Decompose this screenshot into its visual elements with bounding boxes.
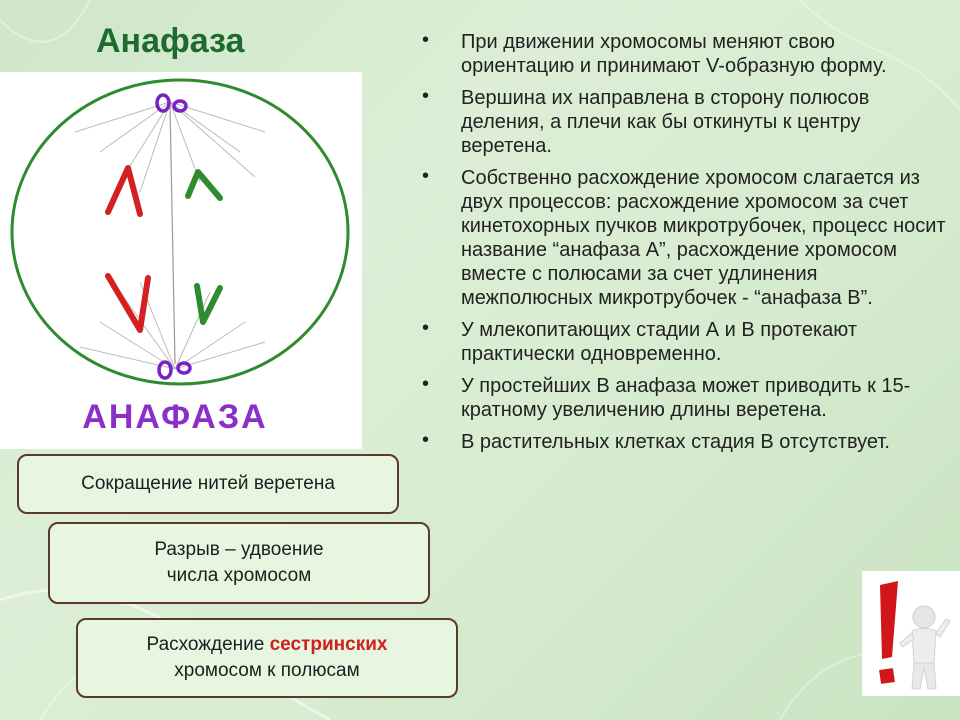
cell-outline bbox=[12, 80, 348, 384]
chromosome-green-bottom bbox=[197, 286, 220, 322]
diagram-caption: АНАФАЗА bbox=[82, 398, 268, 436]
bullet-dot-icon: • bbox=[422, 29, 430, 51]
bullet-list bbox=[422, 30, 952, 462]
box-separation-highlight: сестринских bbox=[269, 634, 388, 656]
box-sister-chromatid-separation bbox=[76, 618, 458, 698]
box-spindle-contraction bbox=[17, 454, 399, 514]
bullet-item: • У млекопитающих стадии А и В протекают практически одновременно. bbox=[422, 317, 858, 365]
bullet-dot-icon: • bbox=[422, 165, 430, 187]
slide-title: Анафаза bbox=[96, 22, 245, 60]
exclamation-figure-image bbox=[862, 571, 960, 696]
box-chromosome-doubling bbox=[48, 522, 430, 604]
chromosome-red-top bbox=[108, 168, 140, 214]
box-separation-line2: хромосом к полюсам bbox=[174, 660, 360, 681]
bullet-item: • У простейших В анафаза может приводить к 15-кратному увеличению длины веретена. bbox=[422, 373, 911, 421]
box-spindle-contraction-text: Сокращение нитей веретена bbox=[81, 473, 335, 495]
exclamation-person-icon bbox=[862, 571, 960, 696]
bullet-item: • В растительных клетках стадия В отсутствует. bbox=[422, 429, 890, 453]
anaphase-diagram bbox=[0, 72, 362, 449]
spindle-axis bbox=[170, 106, 175, 364]
bullet-item: • Собственно расхождение хромосом слагается из двух процессов: расхождение хромосом за счет кинетохорных пучков микротрубочек, процесс носит название “анафаза А”, расхождение хромосом вместе с полюсами за счет удлинения межполюсных микротрубочек - “анафаза В”. bbox=[422, 165, 946, 309]
bullet-dot-icon: • bbox=[422, 85, 430, 107]
box-separation-line1 bbox=[147, 632, 388, 658]
chromosome-green-top bbox=[188, 172, 220, 198]
box-separation-prefix: Расхождение bbox=[146, 634, 270, 656]
box-chromosome-doubling-line1: Разрыв – удвоение bbox=[154, 539, 324, 561]
bullet-dot-icon: • bbox=[422, 429, 430, 451]
bullet-item: • При движении хромосомы меняют свою ориентацию и принимают V-образную форму. bbox=[422, 29, 887, 77]
bullet-item: • Вершина их направлена в сторону полюсов деления, а плечи как бы откинуты к центру веретена. bbox=[422, 85, 870, 157]
pole-bottom-icon bbox=[159, 362, 190, 378]
box-chromosome-doubling-line2: числа хромосом bbox=[166, 565, 312, 586]
bullet-dot-icon: • bbox=[422, 317, 430, 339]
cell-illustration bbox=[0, 72, 362, 449]
bullet-dot-icon: • bbox=[422, 373, 430, 395]
spindle-fibers-bottom bbox=[80, 282, 265, 369]
